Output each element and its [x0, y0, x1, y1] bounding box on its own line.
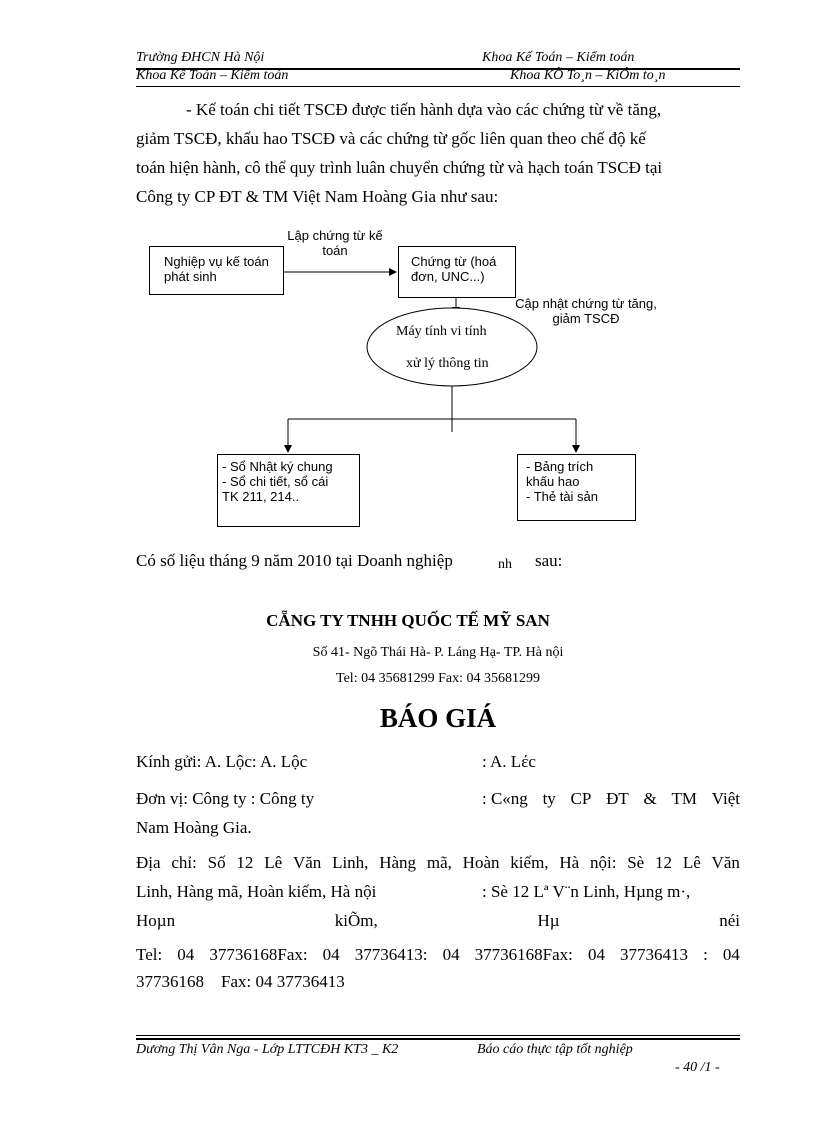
- addr-word: Linh,: [332, 853, 369, 872]
- address-line-3: [136, 911, 740, 931]
- voucher-box-label: Chứng từ (hoá đơn, UNC...): [411, 254, 497, 284]
- asset-line-2: khấu hao: [526, 474, 580, 489]
- ledger-line-3: TK 211, 214..: [222, 489, 300, 504]
- addr-word: Lê: [682, 853, 701, 872]
- addr-word: 12: [655, 853, 673, 872]
- addr-word: nội:: [589, 853, 617, 872]
- addr-word: mã,: [426, 853, 452, 872]
- footer-rule-top: [136, 1035, 740, 1036]
- tel-word: 04: [722, 945, 740, 964]
- address-line-1: [136, 853, 740, 873]
- addr-word: chỉ:: [171, 853, 197, 872]
- to-left: Kính gửi: A. Lộc: A. Lộc: [136, 752, 308, 771]
- source-box: [149, 246, 284, 295]
- intro-line-4: Công ty CP ĐT & TM Việt Nam Hoàng Gia như sau:: [136, 187, 499, 206]
- unit-value-1: Công ty :: [192, 789, 256, 808]
- company-name: CẴNG TY TNHH QUỐC TẾ MỸ SAN: [266, 611, 550, 630]
- addr-word: Hàng: [379, 853, 417, 872]
- footer-rule-bottom: [136, 1038, 740, 1040]
- unit-line-2: Nam Hoàng Gia.: [136, 818, 252, 837]
- computer-label-1: Máy tính vi tính: [396, 324, 487, 339]
- asset-line-1: - Bảng trích: [526, 459, 594, 474]
- addr-word: Văn: [292, 853, 322, 872]
- ledger-box: [217, 454, 360, 527]
- tel-word: 37736168Fax:: [474, 945, 573, 964]
- computer-label-2: xử lý thông tin: [406, 356, 489, 371]
- tel-word: 04: [587, 945, 605, 964]
- addr3-word: kiÕm,: [334, 911, 378, 930]
- unit-value-2: Công ty: [259, 789, 315, 808]
- unit-word: Việt: [711, 789, 740, 808]
- source-box-label: Nghiệp vụ kế toán phát sinh: [164, 254, 269, 284]
- data-intro-tail: sau:: [535, 551, 563, 570]
- unit-word: CP: [570, 789, 592, 808]
- addr3-word: Hoµn: [136, 911, 176, 930]
- tel-word: :: [703, 945, 708, 964]
- addr-word: Lê: [264, 853, 283, 872]
- addr-word: Số: [207, 853, 226, 872]
- unit-word: ĐT: [606, 789, 629, 808]
- arrow1-label: Lập chứng từ kế toán: [287, 228, 383, 258]
- tel-line-1: [136, 945, 740, 965]
- ledger-line-2: - Sổ chi tiết, sổ cái: [222, 474, 329, 489]
- asset-card-text: [526, 459, 636, 504]
- unit-word: : C«ng: [482, 789, 528, 808]
- tel-word: 37736413: [620, 945, 689, 964]
- quote-title: BÁO GIÁ: [379, 703, 497, 733]
- unit-label: Đơn vị:: [136, 789, 188, 808]
- unit-word: &: [643, 789, 657, 808]
- tel-word: 04: [322, 945, 340, 964]
- address-line-2-left: Linh, Hàng mã, Hoàn kiếm, Hà nội: [136, 882, 377, 901]
- intro-line-1: - Kế toán chi tiết TSCĐ được tiến hành dựa vào các chứng từ về tăng,: [186, 100, 662, 119]
- tel-word: 37736413:: [354, 945, 428, 964]
- header-school: Trường ĐHCN Hà Nội: [136, 50, 265, 65]
- addr-word: Văn: [711, 853, 740, 872]
- unit-right: [482, 789, 740, 809]
- unit-left: [136, 789, 314, 809]
- address-line-2-right: : Sè 12 Lª V¨n Linh, Hµng m·,: [482, 882, 691, 901]
- header-faculty: Khoa Kế Toán – Kiểm toán: [482, 50, 635, 65]
- addr-word: kiếm,: [510, 853, 549, 872]
- computer-ellipse: [367, 308, 537, 386]
- tel-line-2: 37736168 Fax: 04 37736413: [136, 972, 345, 991]
- footer-report: Báo cáo thực tập tốt nghiệp: [477, 1042, 633, 1057]
- addr-word: Hoàn: [462, 853, 500, 872]
- tel-word: 04: [177, 945, 195, 964]
- ledger-box-text: [222, 459, 358, 504]
- addr3-word: Hµ: [537, 911, 560, 930]
- header-faculty-left: Khoa Kế Toán – Kiểm toán: [136, 68, 289, 83]
- asset-card-box: [517, 454, 636, 521]
- tel-word: 37736168Fax:: [209, 945, 308, 964]
- tel-word: 04: [442, 945, 460, 964]
- header-faculty-right: Khoa KÕ To¸n – KiÓm to¸n: [510, 68, 666, 83]
- addr-word: Sè: [627, 853, 645, 872]
- footer-author: Dương Thị Vân Nga - Lớp LTTCĐH KT3 _ K2: [136, 1042, 399, 1057]
- tel-word: Tel:: [136, 945, 163, 964]
- unit-word: ty: [542, 789, 556, 808]
- addr-word: 12: [236, 853, 254, 872]
- company-address: Số 41- Ngõ Thái Hà- P. Láng Hạ- TP. Hà nội: [312, 645, 564, 660]
- intro-line-2: giảm TSCĐ, khấu hao TSCĐ và các chứng từ gốc liên quan theo chế độ kế: [136, 129, 646, 148]
- data-intro-sub: nh: [498, 557, 512, 572]
- to-right: : A. Lέc: [482, 752, 536, 771]
- company-phone: Tel: 04 35681299 Fax: 04 35681299: [336, 671, 540, 686]
- intro-line-3: toán hiện hành, cô thể quy trình luân chuyển chứng từ và hạch toán TSCĐ tại: [136, 158, 663, 177]
- data-intro: Có số liệu tháng 9 năm 2010 tại Doanh nghiệp: [136, 551, 453, 570]
- voucher-box: [398, 246, 516, 298]
- unit-word: TM: [671, 789, 697, 808]
- asset-line-3: - Thẻ tài sản: [526, 489, 599, 504]
- addr-word: Địa: [136, 853, 161, 872]
- ledger-line-1: - Sổ Nhật ký chung: [222, 459, 333, 474]
- addr3-word: néi: [719, 911, 740, 930]
- page-number: - 40 /1 -: [675, 1060, 720, 1075]
- addr-word: Hà: [559, 853, 580, 872]
- arrow2-label: Cập nhật chứng từ tăng, giảm TSCĐ: [515, 296, 657, 326]
